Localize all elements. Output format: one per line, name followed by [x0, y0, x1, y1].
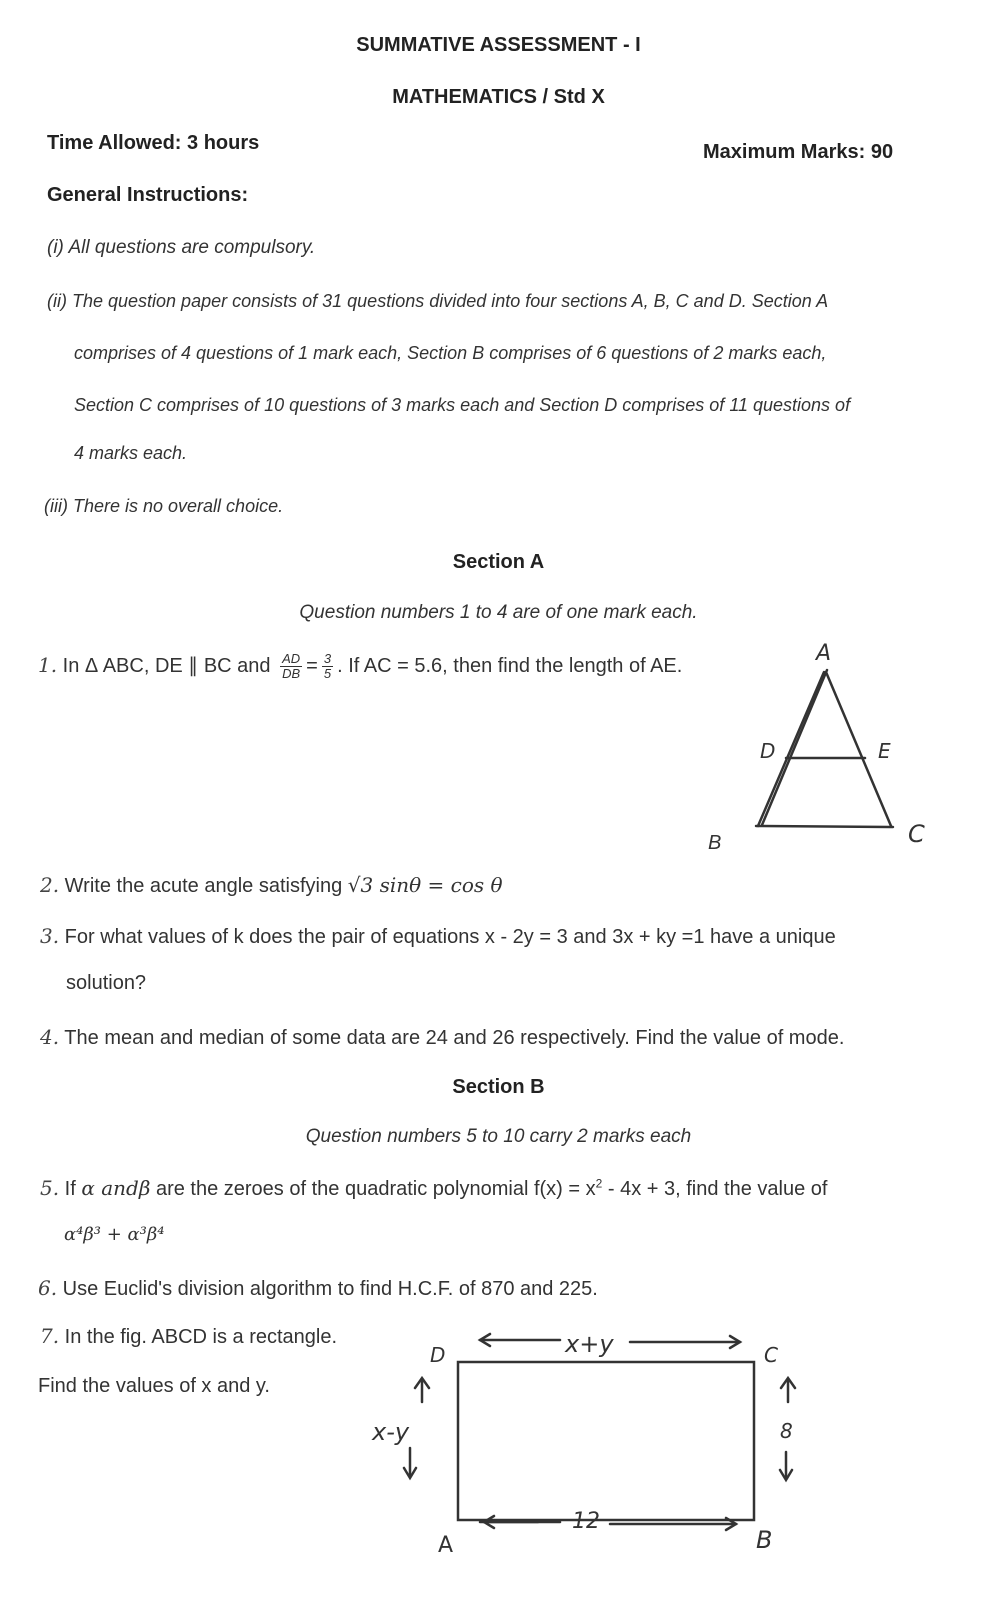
instructions-heading: General Instructions:: [47, 184, 249, 206]
instruction-iii: (iii) There is no overall choice.: [44, 496, 284, 516]
side-bc: [756, 826, 893, 827]
question-text: If: [64, 1178, 76, 1200]
label-a: A: [438, 1533, 454, 1558]
question-text: The mean and median of some data are 24 and 26 respectively. Find the value of mode.: [64, 1027, 845, 1049]
question-number: 1.: [38, 652, 58, 677]
fraction-ad-db: $\frac{AD}{DB}$: [282, 651, 301, 681]
question-text: Use Euclid's division algorithm to find H.C.F. of 870 and 225.: [62, 1278, 598, 1300]
question-number: 7.: [40, 1324, 60, 1348]
label-c: C: [908, 820, 925, 848]
question-5: [40, 1176, 827, 1201]
label-c: C: [764, 1343, 778, 1367]
question-text: In Δ ABC, DE ∥ BC and: [62, 654, 271, 677]
question-number: 2.: [40, 873, 60, 897]
section-a-note: Question numbers 1 to 4 are of one mark each.: [299, 602, 698, 623]
label-left-x-minus-y: x-y: [372, 1418, 410, 1446]
question-number: 4.: [40, 1025, 60, 1049]
label-b-text: B: [708, 832, 722, 854]
question-3: [40, 924, 836, 949]
equation: √3 sinθ = cos θ: [347, 873, 503, 897]
exponent: 2: [595, 1176, 603, 1191]
label-right-8: 8: [780, 1419, 793, 1443]
greek-variables: α andβ: [81, 1176, 151, 1200]
label-top-x-plus-y: x+y: [565, 1330, 614, 1358]
time-allowed: Time Allowed: 3 hours: [47, 132, 260, 154]
label-a: A: [816, 641, 832, 666]
question-7-line2: Find the values of x and y.: [38, 1375, 270, 1397]
question-6: [38, 1276, 598, 1301]
rectangle-abcd: [458, 1362, 754, 1520]
label-b: B: [756, 1526, 773, 1554]
question-2: [40, 873, 503, 898]
instruction-ii-line4: 4 marks each.: [74, 443, 188, 463]
question-text: In the fig. ABCD is a rectangle.: [64, 1326, 338, 1348]
question-number: 5.: [40, 1176, 60, 1200]
label-e: E: [878, 739, 891, 763]
question-text: - 4x + 3, find the value of: [607, 1178, 828, 1200]
fraction-3-5: $\frac{3}{5}$: [323, 651, 332, 681]
instruction-ii-line2: comprises of 4 questions of 1 mark each, Section B comprises of 6 questions of 2 marks each,: [74, 343, 827, 363]
label-d: D: [760, 739, 776, 763]
triangle-figure: [740, 630, 940, 860]
question-3-line2: solution?: [66, 972, 147, 994]
rectangle-figure: [360, 1320, 820, 1600]
question-number: 6.: [38, 1276, 58, 1300]
question-number: 3.: [40, 924, 60, 948]
question-text: For what values of k does the pair of equations x - 2y = 3 and 3x + ky =1 have a unique: [64, 926, 836, 948]
section-a-heading: Section A: [452, 551, 545, 573]
maximum-marks: Maximum Marks: 90: [703, 141, 894, 163]
paper-subtitle: MATHEMATICS / Std X: [392, 86, 605, 108]
question-5-expression: α⁴β³ + α³β⁴: [64, 1224, 165, 1245]
question-7: [40, 1324, 337, 1349]
instruction-ii-line1: (ii) The question paper consists of 31 questions divided into four sections A, B, C and D. Section A: [47, 291, 829, 311]
question-text: are the zeroes of the quadratic polynomial f(x) = x: [155, 1178, 596, 1200]
question-4: [40, 1025, 844, 1050]
question-text: . If AC = 5.6, then find the length of AE.: [337, 654, 683, 677]
instruction-i: (i) All questions are compulsory.: [47, 237, 316, 258]
label-d: D: [430, 1343, 446, 1367]
section-b-note: Question numbers 5 to 10 carry 2 marks each: [305, 1126, 692, 1147]
instruction-ii-line3: Section C comprises of 10 questions of 3 marks each and Section D comprises of 11 questions of: [74, 395, 851, 415]
label-bottom-12: 12: [572, 1509, 600, 1534]
question-1: 1. In Δ ABC, DE ∥ BC and $\frac{AD}{DB}$ = $\frac{3}{5}$ . If AC = 5.6, then find the length of AE.: [38, 651, 683, 681]
question-text: Write the acute angle satisfying: [64, 875, 343, 897]
paper-title: SUMMATIVE ASSESSMENT - I: [356, 34, 641, 56]
section-b-heading: Section B: [452, 1076, 545, 1098]
